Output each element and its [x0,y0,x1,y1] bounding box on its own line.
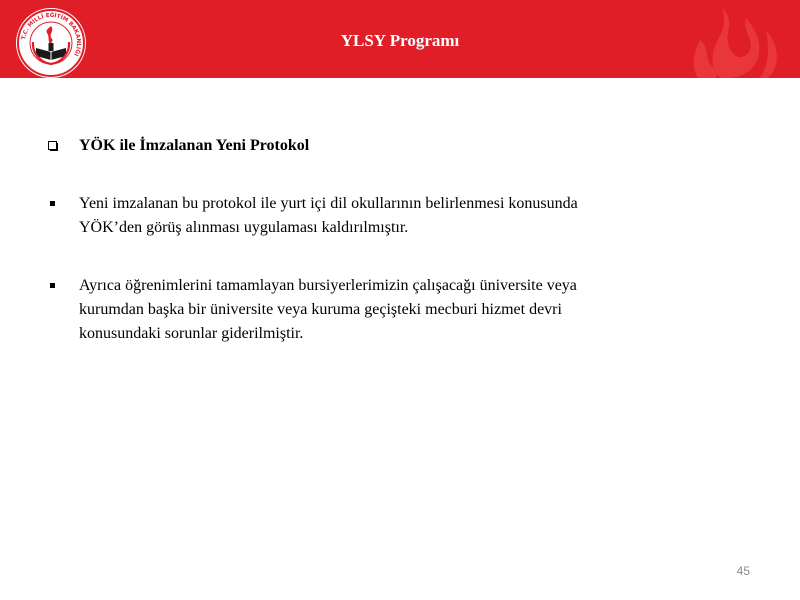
bullet-line: kurumdan başka bir üniversite veya kuruma geçişteki mecburi hizmet devri [79,301,562,318]
heading-text: YÖK ile İmzalanan Yeni Protokol [79,137,310,154]
bullet-line: Yeni imzalanan bu protokol ile yurt içi dil okullarının belirlenmesi konusunda [79,195,578,212]
square-bullet-icon [50,283,55,288]
checkbox-bullet-icon [48,141,58,151]
bullet-line: konusundaki sorunlar giderilmiştir. [79,325,304,342]
protocol-heading [48,134,748,158]
bullet-item [48,192,748,240]
page-number: 45 [736,564,750,578]
slide-title: YLSY Programı [340,31,460,50]
svg-text:T.C. MİLLÎ EĞİTİM BAKANLIĞI: T.C. MİLLÎ EĞİTİM BAKANLIĞI [21,12,82,57]
bullet-line: Ayrıca öğrenimlerini tamamlayan bursiyerlerimizin çalışacağı üniversite veya [79,277,577,294]
bullet-line: YÖK’den görüş alınması uygulaması kaldırılmıştır. [79,219,409,236]
square-bullet-icon [50,201,55,206]
header-bar [0,0,800,78]
ministry-of-education-seal-icon [14,6,88,78]
bullet-item [48,274,748,346]
slide-content [48,134,748,380]
